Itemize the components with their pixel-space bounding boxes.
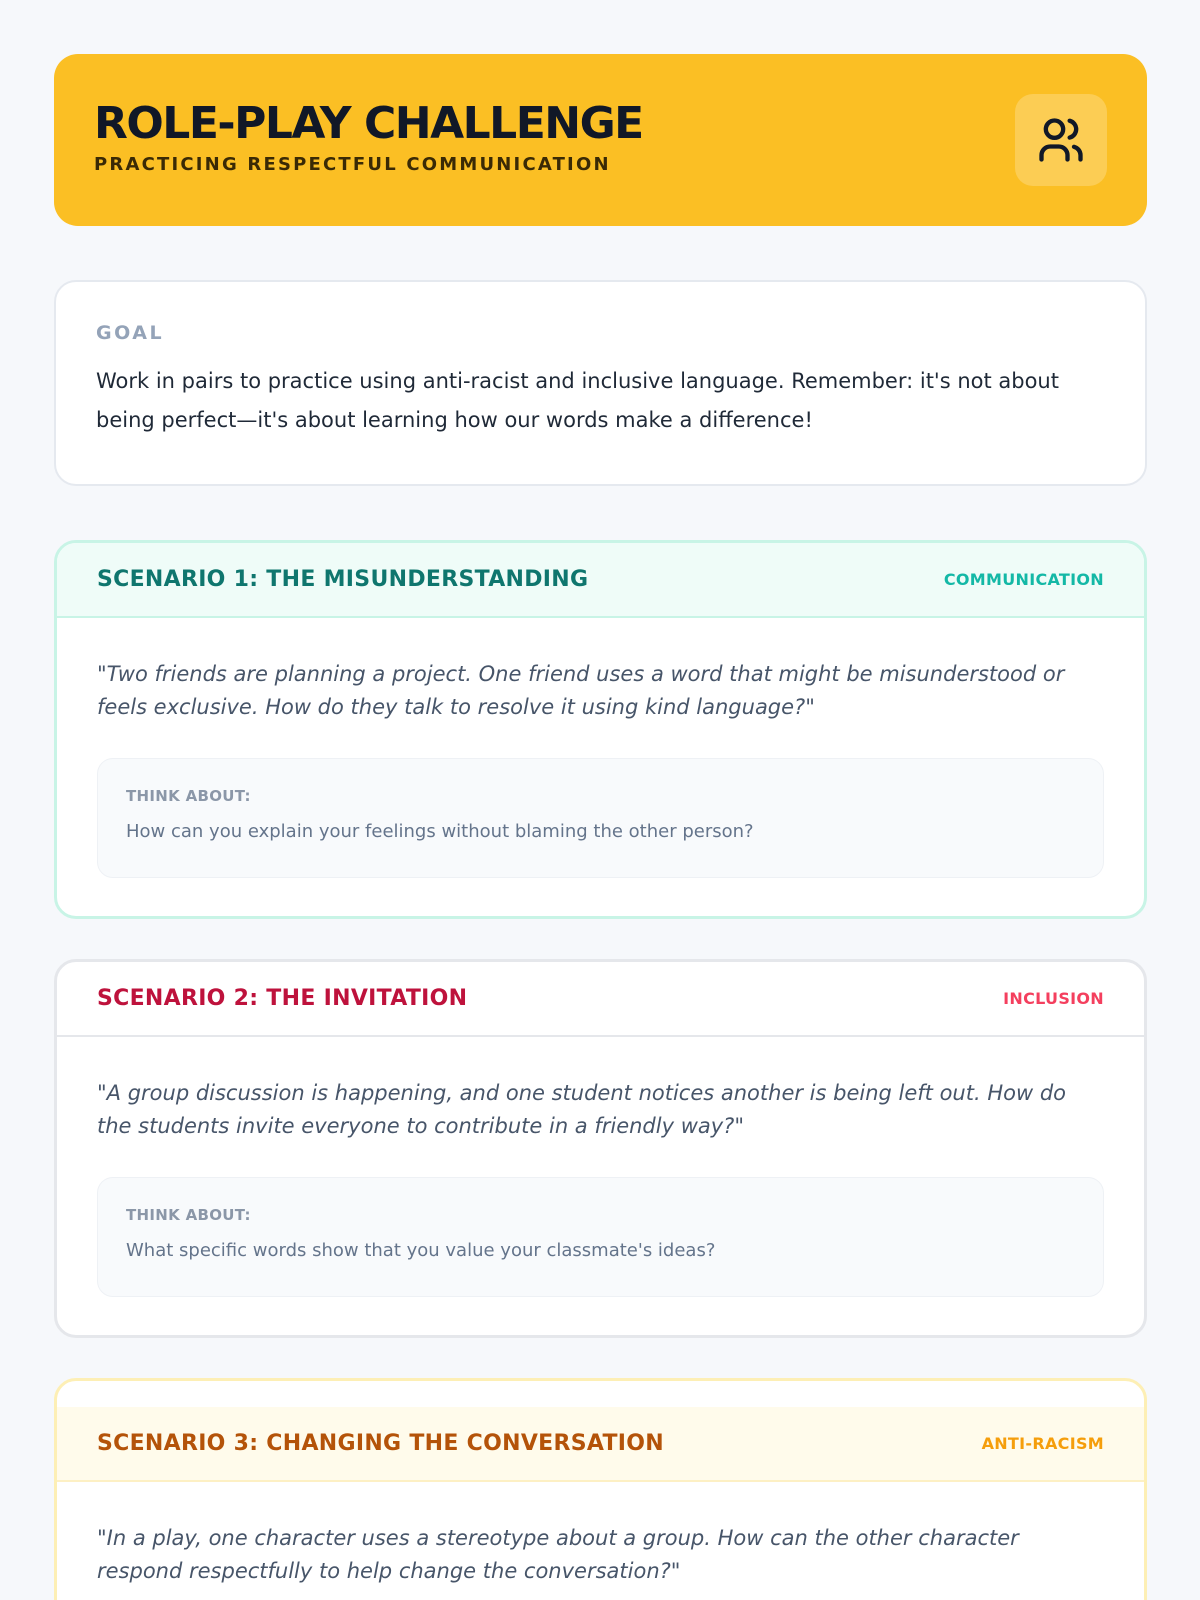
page-title: ROLE-PLAY CHALLENGE (94, 98, 643, 149)
scenario-body (57, 1037, 1144, 1335)
think-about-text: How can you explain your feelings without blaming the other person? (126, 821, 754, 842)
scenario-title: SCENARIO 3: CHANGING THE CONVERSATION (97, 1431, 665, 1456)
users-icon (1035, 114, 1087, 166)
scenario-body (57, 1482, 1144, 1600)
goal-label: GOAL (96, 322, 165, 344)
header-banner (54, 54, 1147, 226)
goal-text: Work in pairs to practice using anti-racist and inclusive language. Remember: it's not about being perfect—it's about learning how our words make a difference! (96, 369, 1059, 432)
scenario-header (57, 962, 1144, 1037)
page-subtitle: PRACTICING RESPECTFUL COMMUNICATION (94, 154, 611, 176)
think-about-box (97, 1177, 1104, 1297)
scenario-card-2 (54, 959, 1147, 1338)
scenario-header (57, 543, 1144, 618)
goal-card (54, 280, 1147, 486)
think-about-label: THINK ABOUT: (126, 1206, 251, 1224)
scenario-tag: ANTI-RACISM (981, 1434, 1104, 1453)
think-about-label: THINK ABOUT: (126, 787, 251, 805)
scenario-card-3 (54, 1378, 1147, 1600)
scenario-quote: "Two friends are planning a project. One friend uses a word that might be misunderstood or feels exclusive. How do they talk to resolve it using kind language?" (97, 662, 1065, 719)
scenario-body (57, 618, 1144, 916)
scenario-card-1 (54, 540, 1147, 919)
think-about-box (97, 758, 1104, 878)
scenario-tag: INCLUSION (1003, 989, 1104, 1008)
page (54, 54, 1147, 1600)
scenario-title: SCENARIO 1: THE MISUNDERSTANDING (97, 567, 589, 592)
scenario-header (57, 1407, 1144, 1482)
scenario-tag: COMMUNICATION (943, 570, 1104, 589)
think-about-text: What specific words show that you value your classmate's ideas? (126, 1240, 716, 1261)
users-icon-box (1015, 94, 1107, 186)
scenario-quote: "A group discussion is happening, and one student notices another is being left out. How do the students invite everyone to contribute in a friendly way?" (97, 1081, 1066, 1138)
scenario-title: SCENARIO 2: THE INVITATION (97, 986, 468, 1011)
scenario-quote: "In a play, one character uses a stereotype about a group. How can the other character respond respectfully to help change the conversation?" (97, 1526, 1019, 1583)
